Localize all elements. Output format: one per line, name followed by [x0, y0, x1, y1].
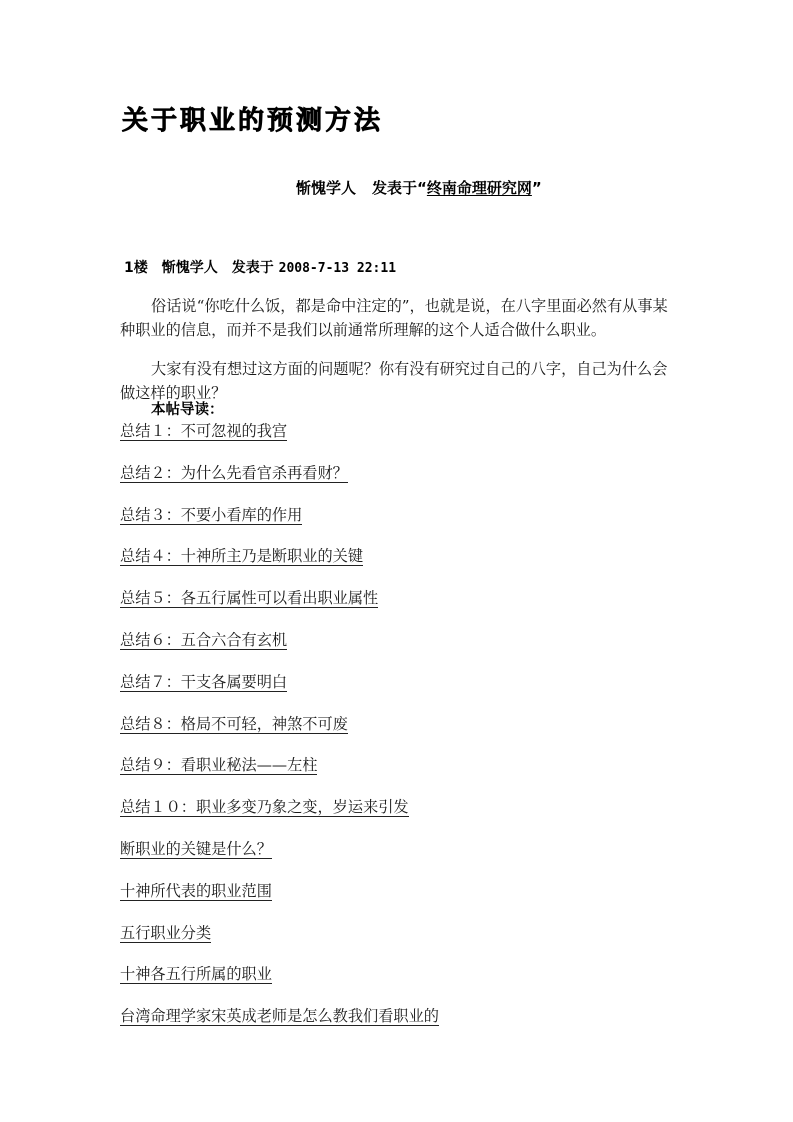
toc-link-key-question[interactable]: 断职业的关键是什么？ [120, 839, 272, 858]
toc-link-summary-6[interactable]: 总结６：五合六合有玄机 [120, 630, 288, 649]
toc-item [120, 754, 439, 796]
byline-posted-prefix: 发表于“ [372, 179, 427, 197]
toc-link-ten-gods-scope[interactable]: 十神所代表的职业范围 [120, 881, 272, 900]
toc-link-summary-10[interactable]: 总结１０：职业多变乃象之变，岁运来引发 [120, 798, 409, 817]
toc-item [120, 880, 439, 922]
paragraph-intro: 俗话说“你吃什么饭，都是命中注定的”，也就是说，在八字里面必然有从事某种职业的信息，而并不是我们以前通常所理解的这个人适合做什么职业。 [120, 297, 668, 339]
toc-item [120, 671, 439, 713]
post-header [124, 257, 396, 280]
toc-item [120, 420, 439, 462]
toc-link-summary-4[interactable]: 总结４：十神所主乃是断职业的关键 [120, 547, 363, 566]
toc-item [120, 713, 439, 755]
byline [296, 177, 542, 199]
post-posted-label: 发表于 [231, 260, 274, 276]
toc-item [120, 587, 439, 629]
post-author: 惭愧学人 [161, 260, 218, 276]
toc-link-summary-8[interactable]: 总结８：格局不可轻，神煞不可废 [120, 714, 348, 733]
toc-link-summary-1[interactable]: 总结１：不可忽视的我宫 [120, 422, 288, 440]
toc-item [120, 504, 439, 546]
byline-posted-suffix: ” [531, 179, 542, 197]
toc-item [120, 963, 439, 1005]
guide-label: 本帖导读： [151, 402, 224, 418]
table-of-contents [120, 420, 439, 1047]
paragraph-question: 大家有没有想过这方面的问题呢？你有没有研究过自己的八字，自己为什么会做这样的职业？ [120, 360, 668, 402]
site-link[interactable]: 终南命理研究网 [426, 179, 532, 197]
toc-item [120, 796, 439, 838]
toc-link-summary-2[interactable]: 总结２：为什么先看官杀再看财？ [120, 463, 348, 482]
toc-item [120, 629, 439, 671]
toc-item [120, 462, 439, 504]
toc-item [120, 1005, 439, 1047]
post-floor: 1楼 [124, 260, 148, 276]
toc-link-summary-5[interactable]: 总结５：各五行属性可以看出职业属性 [120, 589, 379, 608]
toc-link-summary-9[interactable]: 总结９：看职业秘法——左柱 [120, 756, 318, 775]
toc-link-teacher-method[interactable]: 台湾命理学家宋英成老师是怎么教我们看职业的 [120, 1007, 439, 1026]
post-timestamp: 2008-7-13 22:11 [278, 261, 397, 276]
toc-link-summary-3[interactable]: 总结３：不要小看库的作用 [120, 505, 303, 524]
toc-item [120, 838, 439, 880]
byline-author: 惭愧学人 [296, 179, 357, 197]
toc-link-ten-gods-elements[interactable]: 十神各五行所属的职业 [120, 965, 272, 984]
toc-item [120, 545, 439, 587]
toc-item [120, 922, 439, 964]
toc-link-summary-7[interactable]: 总结７：干支各属要明白 [120, 672, 288, 691]
page-title: 关于职业的预测方法 [122, 106, 384, 136]
toc-link-five-elements-classification[interactable]: 五行职业分类 [120, 923, 212, 942]
